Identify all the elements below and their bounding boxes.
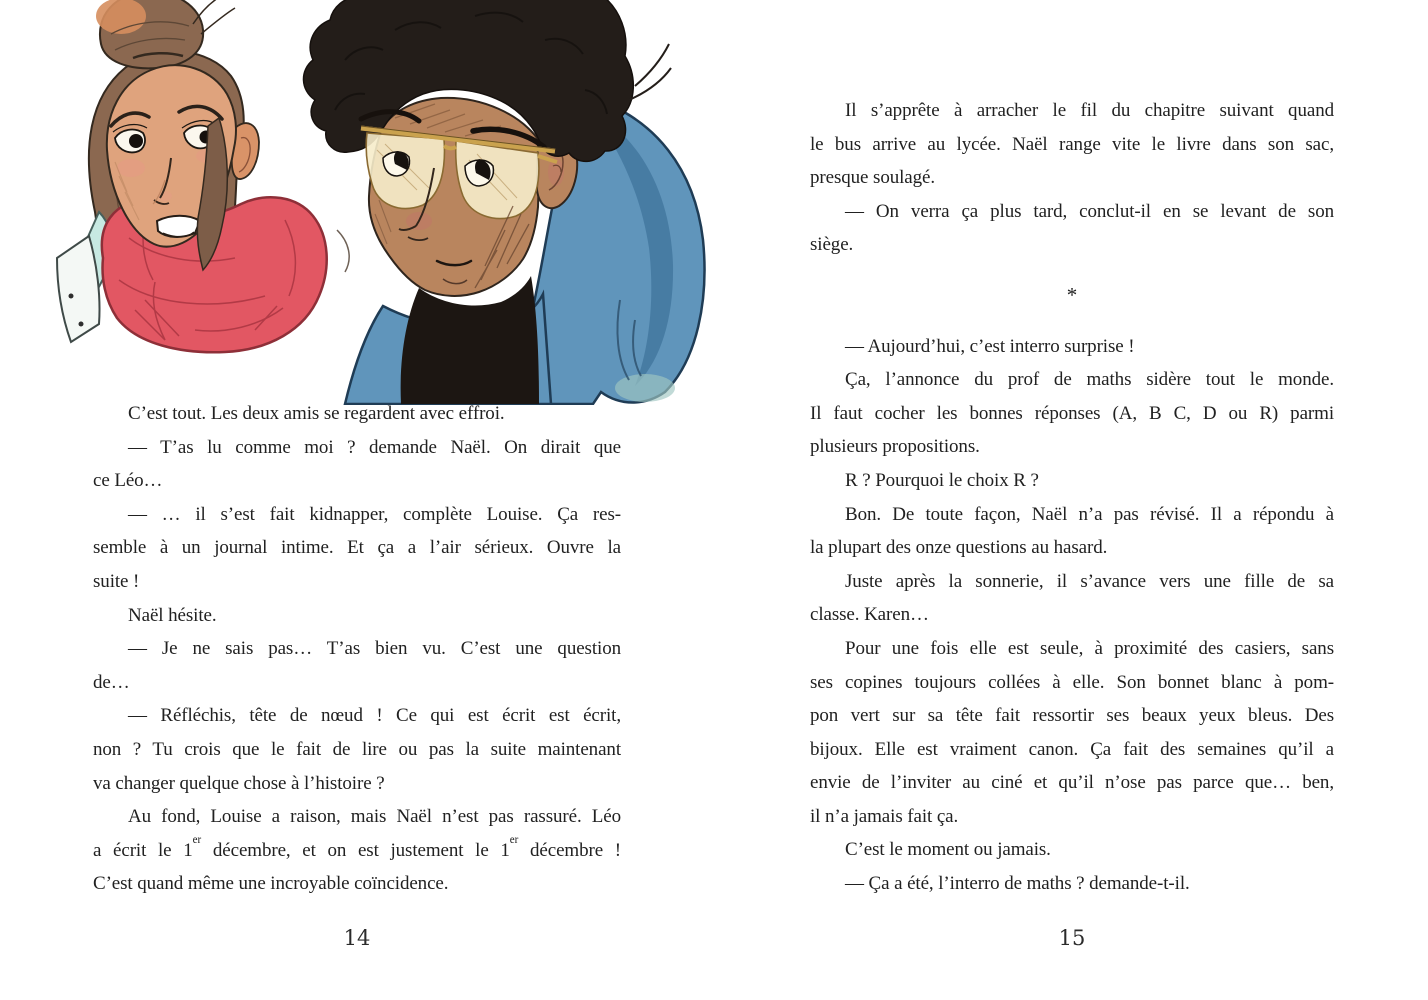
- text-segment: Naël hésite.: [128, 604, 217, 626]
- text-segment: — Ça a été, l’interro de maths ? demande-t-il.: [845, 873, 1190, 895]
- text-segment: envie de l’inviter au ciné et qu’il n’ose pas parce que… ben,: [810, 772, 1334, 794]
- paragraph: [93, 599, 621, 633]
- text-line: [810, 464, 1334, 498]
- text-line: [810, 94, 1334, 128]
- paragraph: [93, 498, 621, 599]
- text-line: [810, 531, 1334, 565]
- text-segment: Au fond, Louise a raison, mais Naël n’est pas rassuré. Léo: [128, 806, 621, 828]
- text-segment: ses copines toujours collées à elle. Son bonnet blanc à pom-: [810, 671, 1334, 693]
- text-segment: semble à un journal intime. Et ça a l’air sérieux. Ouvre la: [93, 537, 621, 559]
- text-line: [810, 867, 1334, 901]
- text-segment: C’est tout. Les deux amis se regardent avec effroi.: [128, 403, 505, 424]
- ordinal-superscript: er: [192, 833, 202, 846]
- text-segment: Bon. De toute façon, Naël n’a pas révisé. Il a répondu à: [845, 503, 1334, 525]
- paragraph: [810, 565, 1334, 632]
- text-segment: *: [1066, 282, 1078, 307]
- text-segment: — On verra ça plus tard, conclut-il en se levant de son: [845, 200, 1334, 222]
- text-segment: classe. Karen…: [810, 604, 929, 626]
- text-line: [93, 531, 621, 565]
- text-segment: pon vert sur sa tête fait ressortir ses beaux yeux bleus. Des: [810, 705, 1334, 727]
- boy-character: [303, 0, 704, 404]
- text-line: [810, 161, 1334, 195]
- text-segment: siège.: [810, 234, 854, 256]
- paragraph: [93, 397, 621, 431]
- text-line: [93, 498, 621, 532]
- text-line: [810, 279, 1334, 313]
- text-segment: presque soulagé.: [810, 167, 936, 189]
- text-segment: — Aujourd’hui, c’est interro surprise !: [845, 335, 1135, 357]
- text-segment: Il s’apprête à arracher le fil du chapitre suivant quand: [845, 100, 1334, 121]
- paragraph: [810, 195, 1334, 262]
- text-segment: — Je ne sais pas… T’as bien vu. C’est une question: [128, 638, 621, 660]
- paragraph: [810, 363, 1334, 464]
- text-line: [93, 733, 621, 767]
- paragraph: [810, 867, 1334, 901]
- paragraph: [810, 498, 1334, 565]
- text-segment: — T’as lu comme moi ? demande Naël. On dirait que: [128, 436, 621, 458]
- ordinal-superscript: er: [509, 833, 519, 846]
- text-line: [93, 632, 621, 666]
- text-line: [93, 397, 621, 431]
- text-segment: — Réfléchis, tête de nœud ! Ce qui est écrit est écrit,: [128, 705, 621, 727]
- text-segment: bijoux. Elle est vraiment canon. Ça fait des semaines qu’il a: [810, 738, 1334, 760]
- text-line: [810, 833, 1334, 867]
- text-segment: C’est quand même une incroyable coïncidence.: [93, 873, 449, 895]
- text-line: [810, 397, 1334, 431]
- text-line: [810, 666, 1334, 700]
- text-line: [810, 195, 1334, 229]
- text-line: [93, 834, 621, 868]
- paragraph: [810, 464, 1334, 498]
- text-line: [93, 699, 621, 733]
- paragraph: [810, 833, 1334, 867]
- text-segment: ce Léo…: [93, 470, 163, 492]
- text-line: [810, 228, 1334, 262]
- text-segment: décembre !: [518, 839, 621, 861]
- text-line: [810, 430, 1334, 464]
- text-line: [810, 632, 1334, 666]
- text-segment: la plupart des onze questions au hasard.: [810, 537, 1108, 559]
- text-line: [93, 431, 621, 465]
- text-segment: a écrit le 1: [93, 839, 193, 861]
- text-segment: — … il s’est fait kidnapper, complète Louise. Ça res-: [128, 503, 621, 525]
- right-page-text: [810, 94, 1334, 901]
- section-separator: [810, 279, 1334, 313]
- text-line: [810, 565, 1334, 599]
- paragraph: [810, 94, 1334, 195]
- text-line: [810, 363, 1334, 397]
- paragraph: [93, 632, 621, 699]
- paragraph: [810, 632, 1334, 834]
- text-line: [810, 733, 1334, 767]
- text-segment: décembre, et on est justement le 1: [201, 839, 510, 861]
- text-segment: le bus arrive au lycée. Naël range vite le livre dans son sac,: [810, 133, 1334, 155]
- paragraph: [93, 431, 621, 498]
- illustration-two-friends: [45, 0, 715, 405]
- text-line: [93, 666, 621, 700]
- text-segment: C’est le moment ou jamais.: [845, 839, 1051, 861]
- text-line: [93, 767, 621, 801]
- sketch-line: [337, 230, 349, 272]
- text-line: [93, 800, 621, 834]
- girl-character: [57, 0, 327, 352]
- text-line: [810, 766, 1334, 800]
- paragraph: [93, 699, 621, 800]
- text-segment: il n’a jamais fait ça.: [810, 805, 959, 827]
- text-line: [93, 464, 621, 498]
- text-segment: Ça, l’annonce du prof de maths sidère tout le monde.: [845, 369, 1334, 391]
- text-line: [810, 128, 1334, 162]
- text-segment: non ? Tu crois que le fait de lire ou pas la suite maintenant: [93, 738, 621, 760]
- text-line: [810, 598, 1334, 632]
- text-line: [810, 699, 1334, 733]
- left-page-text: [93, 397, 621, 901]
- text-segment: Pour une fois elle est seule, à proximité des casiers, sans: [845, 637, 1334, 659]
- text-segment: va changer quelque chose à l’histoire ?: [93, 772, 385, 794]
- text-segment: de…: [93, 671, 130, 693]
- paragraph: [810, 330, 1334, 364]
- text-segment: Il faut cocher les bonnes réponses (A, B C, D ou R) parmi: [810, 402, 1334, 424]
- left-page-number: 14: [343, 926, 371, 950]
- text-line: [93, 867, 621, 901]
- text-segment: Juste après la sonnerie, il s’avance vers une fille de sa: [845, 570, 1334, 592]
- text-segment: suite !: [93, 570, 140, 592]
- text-line: [93, 565, 621, 599]
- paragraph: [93, 800, 621, 901]
- text-line: [93, 599, 621, 633]
- right-page-number: 15: [1058, 926, 1086, 950]
- text-segment: plusieurs propositions.: [810, 436, 980, 458]
- text-segment: R ? Pourquoi le choix R ?: [845, 469, 1039, 491]
- text-line: [810, 498, 1334, 532]
- text-line: [810, 330, 1334, 364]
- text-line: [810, 800, 1334, 834]
